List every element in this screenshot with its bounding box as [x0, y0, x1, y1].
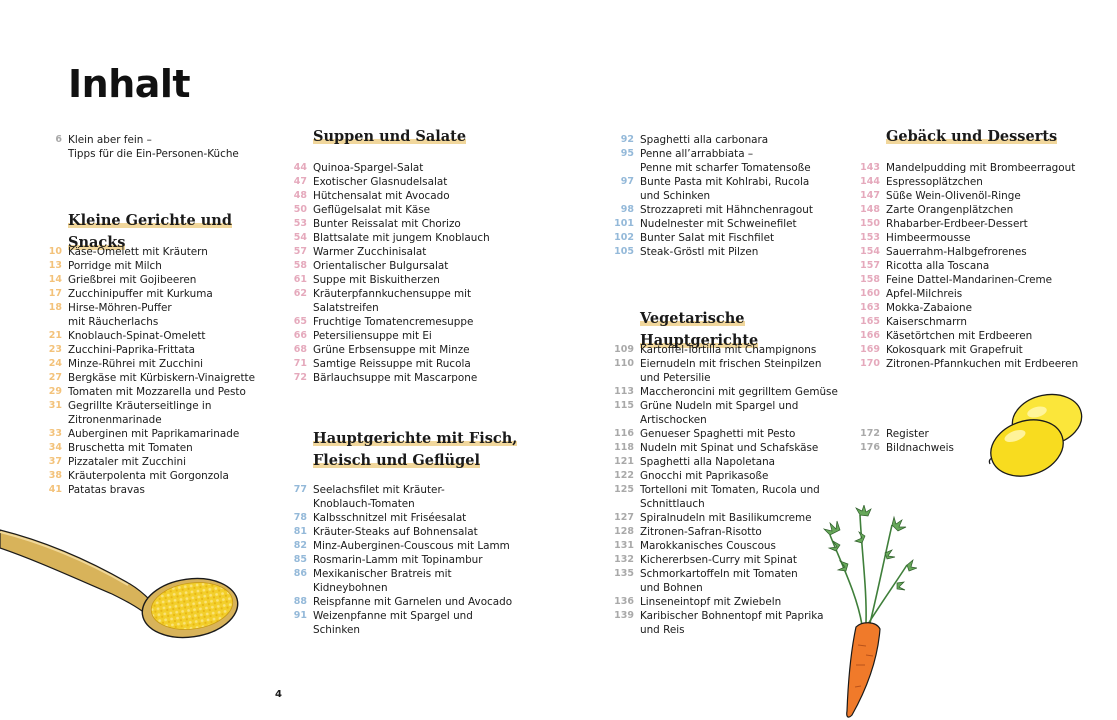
toc-entry — [614, 469, 838, 483]
toc-entry-text: Bunter Salat mit Fischfilet — [640, 232, 775, 244]
toc-page-number: 122 — [614, 470, 634, 481]
toc-entry-text: Schnittlauch — [640, 498, 705, 510]
toc-entry-text: Rosmarin-Lamm mit Topinambur — [313, 554, 483, 566]
toc-entry-text: Klein aber fein – — [68, 134, 152, 146]
toc-entry-text: Linseneintopf mit Zwiebeln — [640, 596, 782, 608]
toc-entry-text: Grießbrei mit Gojibeeren — [68, 274, 197, 286]
toc-page-number: 62 — [293, 288, 307, 299]
toc-entry-text: Bildnachweis — [886, 442, 954, 454]
toc-page-number: 81 — [293, 526, 307, 537]
toc-list-anhang — [860, 427, 954, 455]
toc-entry-text: Grüne Erbsensuppe mit Minze — [313, 344, 470, 356]
toc-page-number: 150 — [860, 218, 880, 229]
toc-entry-text: Gegrillte Kräuterseitlinge in — [68, 400, 212, 412]
toc-page-number: 97 — [620, 176, 634, 187]
toc-entry-text: Espressoplätzchen — [886, 176, 983, 188]
toc-entry-text: Eiernudeln mit frischen Steinpilzen — [640, 358, 822, 370]
toc-entry — [860, 315, 1078, 329]
toc-entry-text: Kräuterpfannkuchensuppe mit — [313, 288, 472, 300]
toc-entry — [293, 217, 490, 231]
toc-page-number: 68 — [293, 344, 307, 355]
toc-page-number: 154 — [860, 246, 880, 257]
toc-entry-text: Schinken — [313, 624, 360, 636]
toc-page-number: 157 — [860, 260, 880, 271]
toc-entry — [620, 175, 813, 203]
toc-entry-text: Strozzapreti mit Hähnchenragout — [640, 204, 813, 216]
toc-page-number: 72 — [293, 372, 307, 383]
toc-entry — [48, 483, 255, 497]
toc-entry-text: Grüne Nudeln mit Spargel und — [640, 400, 799, 412]
section-heading-suppen-salate: Suppen und Salate — [313, 128, 467, 145]
toc-list-hauptgerichte-fisch-cont — [614, 133, 813, 259]
toc-list-vegetarisch — [614, 343, 838, 637]
toc-entry-text: Apfel-Milchreis — [886, 288, 963, 300]
toc-entry-text: Marokkanisches Couscous — [640, 540, 776, 552]
toc-page-number: 54 — [293, 232, 307, 243]
toc-page-number: 118 — [614, 442, 634, 453]
toc-entry-text: Patatas bravas — [68, 484, 145, 496]
toc-page-number: 13 — [48, 260, 62, 271]
toc-entry — [293, 567, 512, 595]
toc-entry-text: Genueser Spaghetti mit Pesto — [640, 428, 796, 440]
toc-entry — [620, 133, 813, 147]
toc-entry-text: Porridge mit Milch — [68, 260, 162, 272]
toc-page-number: 48 — [293, 190, 307, 201]
toc-entry-text: und Bohnen — [640, 582, 703, 594]
toc-page-number: 38 — [48, 470, 62, 481]
toc-entry-text: Bergkäse mit Kürbiskern-Vinaigrette — [68, 372, 255, 384]
toc-page-number: 139 — [614, 610, 634, 621]
toc-entry-text: Knoblauch-Spinat-Omelett — [68, 330, 206, 342]
lemons-icon — [985, 388, 1085, 486]
toc-entry — [614, 525, 838, 539]
toc-entry — [293, 553, 512, 567]
toc-entry-text: Spaghetti alla carbonara — [640, 134, 769, 146]
toc-entry-text: Bunte Pasta mit Kohlrabi, Rucola — [640, 176, 810, 188]
toc-page-number: 71 — [293, 358, 307, 369]
toc-entry-text: Ricotta alla Toscana — [886, 260, 990, 272]
toc-entry-text: Warmer Zucchinisalat — [313, 246, 427, 258]
toc-list-suppen-salate — [293, 161, 490, 385]
toc-page-number: 33 — [48, 428, 62, 439]
toc-entry-text: Zitronen-Safran-Risotto — [640, 526, 762, 538]
toc-entry-text: Tipps für die Ein-Personen-Küche — [68, 148, 239, 160]
toc-entry — [860, 203, 1078, 217]
toc-entry-text: Kräuter-Steaks auf Bohnensalat — [313, 526, 478, 538]
toc-entry — [48, 427, 255, 441]
toc-page-number: 147 — [860, 190, 880, 201]
toc-list-intro — [55, 133, 239, 161]
toc-entry — [614, 385, 838, 399]
toc-entry-text: Süße Wein-Olivenöl-Ringe — [886, 190, 1021, 202]
toc-entry-text: Kartoffel-Tortilla mit Champignons — [640, 344, 817, 356]
toc-entry-text: Weizenpfanne mit Spargel und — [313, 610, 473, 622]
toc-entry-text: und Schinken — [640, 190, 711, 202]
page-number: 4 — [275, 689, 282, 700]
toc-entry-text: Hütchensalat mit Avocado — [313, 190, 450, 202]
toc-page-number: 132 — [614, 554, 634, 565]
toc-page-number: 18 — [48, 302, 62, 313]
toc-entry-text: Spiralnudeln mit Basilikumcreme — [640, 512, 812, 524]
toc-entry-text: Suppe mit Biskuitherzen — [313, 274, 440, 286]
toc-entry — [293, 539, 512, 553]
toc-entry-text: Käse-Omelett mit Kräutern — [68, 246, 208, 258]
toc-page-number: 65 — [293, 316, 307, 327]
page-title: Inhalt — [68, 62, 191, 106]
toc-entry — [293, 595, 513, 609]
toc-page-number: 77 — [293, 484, 307, 495]
toc-entry — [48, 469, 255, 483]
toc-entry — [293, 371, 490, 385]
toc-entry — [48, 245, 255, 259]
toc-entry — [293, 161, 490, 175]
toc-entry — [48, 399, 255, 427]
toc-entry — [48, 287, 255, 301]
toc-page-number: 131 — [614, 540, 634, 551]
toc-entry — [614, 441, 838, 455]
toc-entry — [860, 287, 1078, 301]
toc-entry-text: Minz-Auberginen-Couscous mit Lamm — [313, 540, 510, 552]
section-heading-hauptgerichte-fisch: Hauptgerichte mit Fisch, Fleisch und Geflügel — [313, 430, 518, 469]
toc-entry-text: Hirse-Möhren-Puffer — [68, 302, 172, 314]
toc-page-number: 115 — [614, 400, 634, 411]
toc-page-number: 163 — [860, 302, 880, 313]
toc-entry — [48, 385, 255, 399]
toc-page-number: 85 — [293, 554, 307, 565]
toc-list-kleine-gerichte — [48, 245, 255, 497]
toc-page-number: 98 — [620, 204, 634, 215]
toc-entry-text: Feine Dattel-Mandarinen-Creme — [886, 274, 1053, 286]
toc-entry-text: Geflügelsalat mit Käse — [313, 204, 431, 216]
toc-entry — [860, 273, 1078, 287]
toc-page-number: 34 — [48, 442, 62, 453]
toc-entry-text: Penne mit scharfer Tomatensoße — [640, 162, 811, 174]
toc-entry-text: Sauerrahm-Halbgefrorenes — [886, 246, 1027, 258]
toc-entry — [860, 231, 1078, 245]
toc-entry-text: Bärlauchsuppe mit Mascarpone — [313, 372, 478, 384]
toc-page-number: 160 — [860, 288, 880, 299]
toc-entry-text: und Reis — [640, 624, 685, 636]
toc-entry-text: Mexikanischer Bratreis mit — [313, 568, 452, 580]
toc-page-number: 47 — [293, 176, 307, 187]
toc-page-number: 91 — [293, 610, 307, 621]
toc-entry — [614, 427, 838, 441]
toc-entry-text: Artischocken — [640, 414, 707, 426]
toc-entry-text: Kräuterpolenta mit Gorgonzola — [68, 470, 229, 482]
toc-page-number: 95 — [620, 148, 634, 159]
toc-entry — [48, 455, 255, 469]
toc-page-number: 113 — [614, 386, 634, 397]
toc-entry — [55, 133, 239, 161]
toc-entry — [293, 259, 490, 273]
toc-page-number: 125 — [614, 484, 634, 495]
toc-page-number: 166 — [860, 330, 880, 341]
toc-entry — [860, 329, 1078, 343]
toc-page-number: 53 — [293, 218, 307, 229]
toc-page-number: 143 — [860, 162, 880, 173]
toc-entry — [620, 203, 813, 217]
toc-entry — [48, 441, 255, 455]
toc-entry — [293, 483, 512, 511]
toc-page-number: 92 — [620, 134, 634, 145]
toc-page-number: 102 — [614, 232, 634, 243]
toc-page-number: 121 — [614, 456, 634, 467]
toc-entry — [614, 399, 838, 427]
toc-entry-text: Kaiserschmarrn — [886, 316, 967, 328]
toc-entry — [48, 329, 255, 343]
toc-entry — [293, 287, 490, 315]
toc-entry-text: Steak-Gröstl mit Pilzen — [640, 246, 759, 258]
toc-entry-text: Pizzataler mit Zucchini — [68, 456, 186, 468]
toc-entry-text: Kalbsschnitzel mit Friséesalat — [313, 512, 467, 524]
toc-entry — [614, 217, 813, 231]
toc-entry-text: Maccheroncini mit gegrilltem Gemüse — [640, 386, 838, 398]
toc-page-number: 57 — [293, 246, 307, 257]
toc-entry — [614, 609, 838, 637]
toc-entry-text: Mokka-Zabaione — [886, 302, 972, 314]
toc-page-number: 24 — [48, 358, 62, 369]
toc-entry-text: Seelachsfilet mit Kräuter- — [313, 484, 445, 496]
toc-entry-text: Spaghetti alla Napoletana — [640, 456, 776, 468]
toc-page-number: 136 — [614, 596, 634, 607]
toc-page-number: 148 — [860, 204, 880, 215]
toc-entry-text: Minze-Rührei mit Zucchini — [68, 358, 204, 370]
toc-entry — [293, 329, 490, 343]
toc-page-number: 21 — [48, 330, 62, 341]
toc-entry-text: Nudeln mit Spinat und Schafskäse — [640, 442, 819, 454]
toc-page-number: 31 — [48, 400, 62, 411]
toc-page-number: 105 — [614, 246, 634, 257]
toc-entry — [48, 273, 255, 287]
toc-entry — [860, 343, 1078, 357]
toc-page-number: 176 — [860, 442, 880, 453]
toc-list-gebaeck-desserts — [860, 161, 1079, 371]
toc-entry — [293, 357, 490, 371]
toc-entry — [860, 427, 954, 441]
toc-page-number: 29 — [48, 386, 62, 397]
toc-page-number: 10 — [48, 246, 62, 257]
toc-entry — [48, 343, 255, 357]
toc-entry-text: Orientalischer Bulgursalat — [313, 260, 449, 272]
toc-entry — [293, 245, 490, 259]
toc-page-number: 37 — [48, 456, 62, 467]
toc-entry — [614, 483, 838, 511]
toc-entry-text: Samtige Reissuppe mit Rucola — [313, 358, 471, 370]
toc-entry — [614, 231, 813, 245]
toc-entry-text: Register — [886, 428, 929, 440]
toc-entry — [48, 259, 255, 273]
toc-entry — [614, 553, 838, 567]
toc-page-number: 88 — [293, 596, 307, 607]
toc-entry-text: Tomaten mit Mozzarella und Pesto — [68, 386, 246, 398]
toc-entry — [48, 371, 255, 385]
toc-entry — [293, 343, 490, 357]
toc-entry — [48, 357, 255, 371]
toc-page-number: 170 — [860, 358, 880, 369]
toc-entry-text: Salatstreifen — [313, 302, 379, 314]
toc-entry-text: Auberginen mit Paprikamarinade — [68, 428, 240, 440]
toc-entry-text: Penne all’arrabbiata – — [640, 148, 754, 160]
toc-entry — [293, 525, 512, 539]
toc-page-number: 50 — [293, 204, 307, 215]
toc-page-number: 172 — [860, 428, 880, 439]
toc-entry — [860, 161, 1078, 175]
toc-entry — [860, 189, 1078, 203]
toc-entry-text: Knoblauch-Tomaten — [313, 498, 415, 510]
toc-entry — [614, 343, 838, 357]
toc-entry — [293, 203, 490, 217]
toc-entry — [620, 147, 813, 175]
toc-page-number: 158 — [860, 274, 880, 285]
toc-entry-text: Karibischer Bohnentopf mit Paprika — [640, 610, 824, 622]
toc-page-number: 109 — [614, 344, 634, 355]
toc-entry — [293, 315, 490, 329]
toc-entry — [860, 217, 1078, 231]
toc-page-number: 128 — [614, 526, 634, 537]
toc-entry — [293, 175, 490, 189]
toc-entry-text: Quinoa-Spargel-Salat — [313, 162, 424, 174]
toc-entry — [293, 511, 512, 525]
toc-entry — [614, 245, 813, 259]
toc-entry-text: Tortelloni mit Tomaten, Rucola und — [640, 484, 820, 496]
toc-page-number: 27 — [48, 372, 62, 383]
carrot-icon — [822, 505, 917, 720]
section-heading-kleine-gerichte: Kleine Gerichte und Snacks — [68, 212, 232, 251]
toc-entry — [860, 357, 1079, 371]
toc-entry-text: und Petersilie — [640, 372, 711, 384]
toc-entry-text: Blattsalate mit jungem Knoblauch — [313, 232, 490, 244]
toc-entry — [293, 273, 490, 287]
toc-page-number: 127 — [614, 512, 634, 523]
toc-entry — [293, 189, 490, 203]
toc-entry — [614, 357, 838, 385]
toc-entry — [860, 259, 1078, 273]
toc-entry — [48, 301, 255, 329]
toc-page-number: 61 — [293, 274, 307, 285]
toc-page-number: 116 — [614, 428, 634, 439]
toc-page-number: 169 — [860, 344, 880, 355]
toc-entry — [614, 455, 838, 469]
section-heading-gebaeck-desserts: Gebäck und Desserts — [886, 128, 1058, 145]
toc-entry-text: mit Räucherlachs — [68, 316, 159, 328]
toc-entry-text: Zucchini-Paprika-Frittata — [68, 344, 196, 356]
toc-page-number: 135 — [614, 568, 634, 579]
toc-entry-text: Schmorkartoffeln mit Tomaten — [640, 568, 798, 580]
toc-page-number: 110 — [614, 358, 634, 369]
toc-page-number: 17 — [48, 288, 62, 299]
toc-entry — [614, 567, 838, 595]
toc-page-number: 58 — [293, 260, 307, 271]
spoon-with-couscous-icon — [0, 518, 245, 648]
toc-entry-text: Nudelnester mit Schweinefilet — [640, 218, 797, 230]
toc-entry-text: Zitronen-Pfannkuchen mit Erdbeeren — [886, 358, 1079, 370]
toc-entry — [614, 595, 838, 609]
toc-entry — [614, 511, 838, 525]
toc-entry-text: Kichererbsen-Curry mit Spinat — [640, 554, 797, 566]
toc-entry — [860, 245, 1078, 259]
toc-entry-text: Gnocchi mit Paprikasoße — [640, 470, 769, 482]
toc-page-number: 82 — [293, 540, 307, 551]
toc-page-number: 14 — [48, 274, 62, 285]
toc-page-number: 153 — [860, 232, 880, 243]
toc-page-number: 101 — [614, 218, 634, 229]
toc-entry-text: Fruchtige Tomatencremesuppe — [313, 316, 474, 328]
toc-entry — [860, 301, 1078, 315]
toc-entry-text: Kidneybohnen — [313, 582, 388, 594]
toc-page-number: 44 — [293, 162, 307, 173]
toc-page-number: 144 — [860, 176, 880, 187]
toc-page-number: 165 — [860, 316, 880, 327]
toc-entry — [860, 441, 954, 455]
toc-entry-text: Zucchinipuffer mit Kurkuma — [68, 288, 213, 300]
toc-entry-text: Kokosquark mit Grapefruit — [886, 344, 1023, 356]
toc-entry-text: Zarte Orangenplätzchen — [886, 204, 1014, 216]
toc-page-number: 6 — [55, 134, 62, 145]
toc-entry-text: Käsetörtchen mit Erdbeeren — [886, 330, 1033, 342]
toc-entry-text: Himbeermousse — [886, 232, 971, 244]
toc-entry — [614, 539, 838, 553]
toc-page-number: 41 — [48, 484, 62, 495]
toc-entry-text: Bunter Reissalat mit Chorizo — [313, 218, 461, 230]
toc-entry — [860, 175, 1078, 189]
section-heading-vegetarisch: Vegetarische Hauptgerichte — [640, 310, 759, 349]
toc-entry-text: Exotischer Glasnudelsalat — [313, 176, 448, 188]
toc-entry-text: Mandelpudding mit Brombeerragout — [886, 162, 1076, 174]
toc-entry — [293, 609, 512, 637]
toc-entry-text: Reispfanne mit Garnelen und Avocado — [313, 596, 513, 608]
toc-page-number: 23 — [48, 344, 62, 355]
toc-page-number: 78 — [293, 512, 307, 523]
toc-page-number: 86 — [293, 568, 307, 579]
toc-page-number: 66 — [293, 330, 307, 341]
toc-entry-text: Zitronenmarinade — [68, 414, 162, 426]
toc-entry — [293, 231, 490, 245]
toc-entry-text: Bruschetta mit Tomaten — [68, 442, 193, 454]
toc-entry-text: Rhabarber-Erdbeer-Dessert — [886, 218, 1028, 230]
toc-list-hauptgerichte-fisch — [293, 483, 513, 637]
toc-entry-text: Petersiliensuppe mit Ei — [313, 330, 432, 342]
